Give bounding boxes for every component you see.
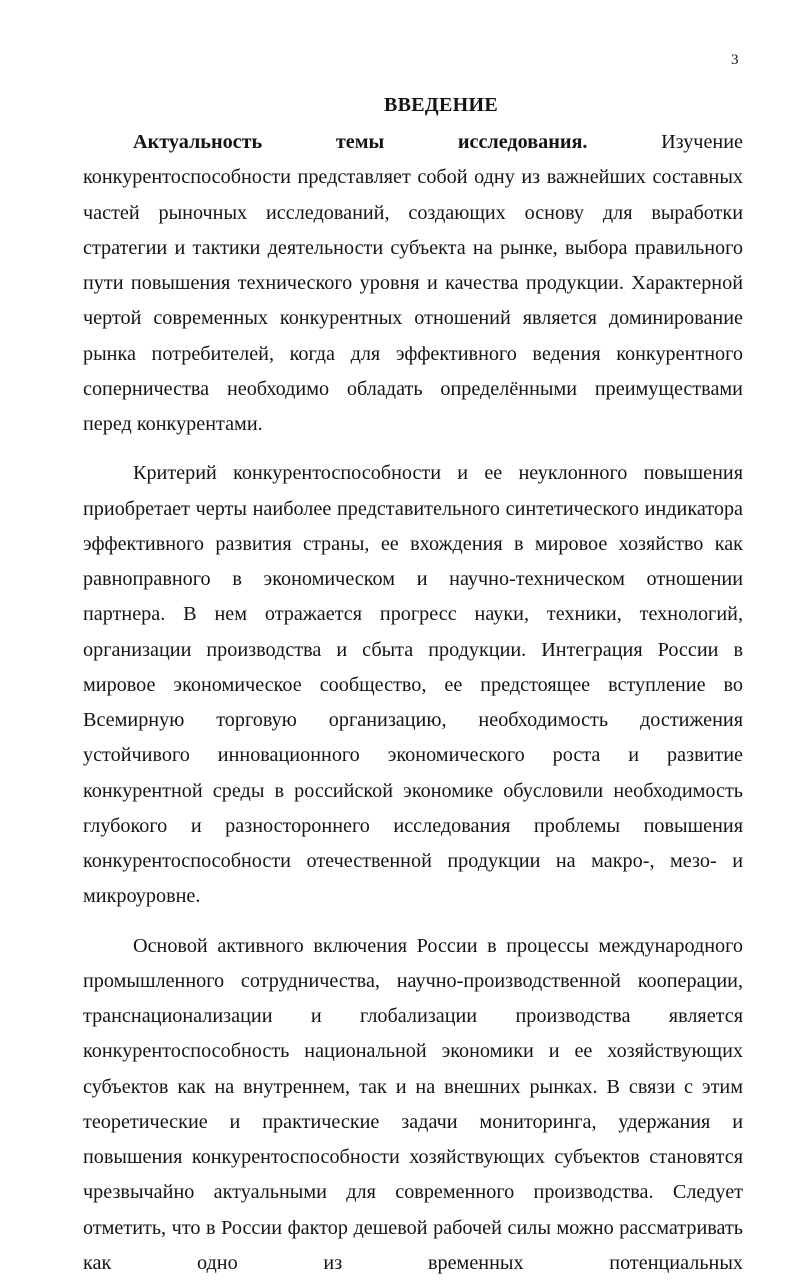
paragraph-text: Основой активного включения России в процессы международного промышленного сотрудничества, научно-производственной кооперации, транснационализации и глобализации производства является конкурентоспособность национальной экономики и ее хозяйствующих субъектов как на внутреннем, так и на внешних рынках. В связи с этим теоретические и практические задачи мониторинга, удержания и повышения конкурентоспособности хозяйствующих субъектов становятся чрезвычайно актуальными для современного производства. Следует отметить, что в России фактор дешевой рабочей силы можно рассматривать как одно из временных потенциальных — [83, 935, 743, 1274]
body-text — [83, 125, 743, 1281]
paragraph-relevance — [83, 125, 743, 442]
page-number: 3 — [731, 52, 739, 69]
paragraph-integration — [83, 929, 743, 1281]
paragraph-text: Критерий конкурентоспособности и ее неуклонного повышения приобретает черты наиболее представительного синтетического индикатора эффективного развития страны, ее вхождения в мировое хозяйство как равноправного в экономическом и научно-техническом отношении партнера. В нем отражается прогресс науки, техники, технологий, организации производства и сбыта продукции. Интеграция России в мировое экономическое сообщество, ее предстоящее вступление во Всемирную торговую организацию, необходимость достижения устойчивого инновационного экономического роста и развитие конкурентной среды в российской экономике обусловили необходимость глубокого и разностороннего исследования проблемы повышения конкурентоспособности отечественной продукции на макро-, мезо- и микроуровне. — [83, 462, 743, 907]
paragraph-text: Изучение конкурентоспособности представляет собой одну из важнейших составных частей рыночных исследований, создающих основу для выработки стратегии и тактики деятельности субъекта на рынке, выбора правильного пути повышения технического уровня и качества продукции. Характерной чертой современных конкурентных отношений является доминирование рынка потребителей, когда для эффективного ведения конкурентного соперничества необходимо обладать определёнными преимуществами перед конкурентами. — [83, 131, 743, 435]
paragraph-criterion — [83, 456, 743, 914]
page-title: ВВЕДЕНИЕ — [0, 94, 797, 117]
paragraph-lead: Актуальность темы исследования. — [133, 131, 587, 153]
